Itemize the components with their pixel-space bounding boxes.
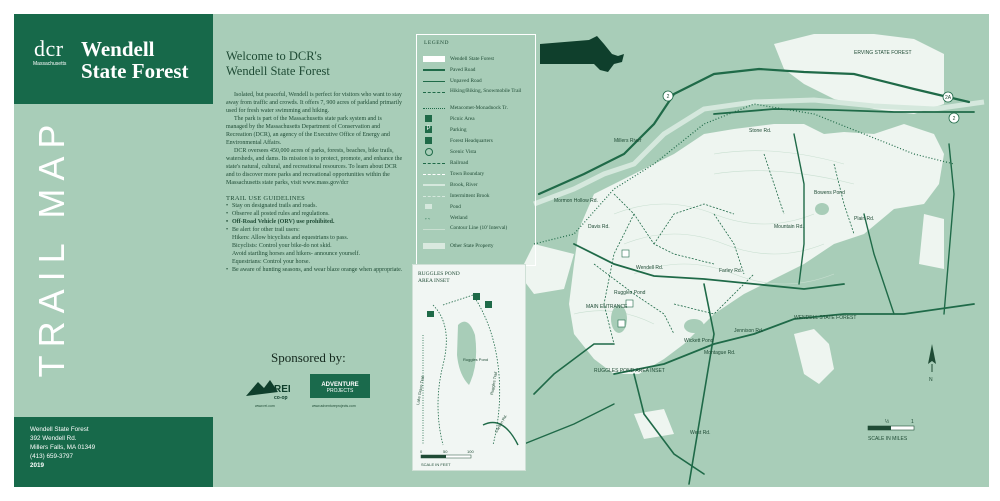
legend-label: Contour Line (10' Interval) — [450, 225, 508, 231]
ruggles-pond-inset — [412, 264, 526, 471]
address-block — [14, 417, 213, 487]
wendell-road-label: Wendell Rd. — [636, 265, 664, 271]
sponsored-by-title: Sponsored by: — [271, 350, 346, 365]
legend-town-boundary-swatch — [423, 174, 445, 175]
inset-scale-label: SCALE IN FEET — [421, 462, 451, 467]
inset-scale-100: 100 — [467, 449, 474, 454]
legend-label: Picnic Area — [450, 116, 475, 122]
trail-map-sheet — [14, 14, 989, 487]
inset-lake-grace-label: Lake Grace Trail — [415, 375, 426, 406]
forest-title — [81, 38, 211, 82]
welcome-column — [226, 49, 404, 274]
left-banner — [14, 14, 213, 487]
inset-title-line1: RUGGLES POND — [418, 271, 460, 277]
guideline-2: • Observe all posted rules and regulations. — [226, 210, 404, 218]
dcr-logo-sub: Massachusetts — [33, 61, 67, 67]
ruggles-inset-label: RUGGLES POND AREA INSET — [594, 368, 665, 374]
state-forest-area-5 — [919, 214, 944, 269]
legend-row — [423, 214, 533, 222]
legend-label: Forest Headquarters — [450, 138, 493, 144]
legend-label: Other State Property — [450, 243, 494, 249]
legend — [416, 34, 536, 266]
address-phone: (413) 659-3797 — [30, 453, 74, 460]
guidelines-title: TRAIL USE GUIDELINES — [226, 195, 306, 202]
legend-label: Scenic Vista — [450, 149, 477, 155]
address-line2: 392 Wendell Rd. — [30, 435, 77, 442]
guideline-4c: Avoid startling horses and hikers- announce yourself. — [232, 251, 361, 257]
scale-half-label: ½ — [885, 419, 890, 425]
scale-miles-label: SCALE IN MILES — [868, 436, 908, 442]
legend-label: Parking — [450, 127, 467, 133]
guideline-4d: Equestrians: Control your horse. — [232, 259, 310, 265]
inset-map — [413, 265, 525, 470]
legend-label: Intermittent Brook — [450, 193, 490, 199]
mormon-hollow-road-label: Mormon Hollow Rd. — [554, 198, 598, 204]
millers-river-label: Millers River — [614, 138, 642, 144]
address-year: 2019 — [30, 462, 45, 469]
adventure-sub: PROJECTS — [326, 388, 354, 394]
legend-label: Wetland — [450, 215, 468, 221]
legend-row — [423, 159, 533, 167]
welcome-para-1: Isolated, but peaceful, Wendell is perfect for visitors who want to stay away from traffic and crowds. It offers 7, 900 acres of parkland primarily used for fresh water swimming and hiking. — [226, 92, 403, 114]
legend-pond-swatch — [425, 204, 432, 209]
inset-carlton-label: Carlton Rd. — [493, 413, 508, 434]
scale-bar-miles — [868, 418, 914, 442]
mon-state-forest-label: WENDELL STATE FOREST — [794, 315, 857, 321]
legend-label: Paved Road — [450, 67, 476, 73]
west-road-label: West Rd. — [690, 430, 711, 436]
legend-row — [423, 242, 533, 250]
adventure-projects-logo — [310, 374, 370, 398]
state-forest-area-6 — [634, 409, 674, 439]
wickett-pond-label: Wickett Pond — [684, 338, 714, 344]
main-entrance-label: MAIN ENTRANCE — [586, 304, 628, 310]
ruggles-pond-label: Ruggles Pond — [614, 290, 646, 296]
legend-row — [423, 55, 533, 63]
inset-pond — [457, 322, 476, 385]
plain-road-label: Plain Rd. — [854, 216, 875, 222]
route-label-1: 2 — [666, 94, 670, 100]
welcome-para-2: The park is part of the Massachusetts state park system and is managed by the Massachusetts Department of Conservation and Recreation (DCR), an agency of the Executive Office of Energy and Environmental Affairs. — [226, 116, 390, 146]
stone-road-label: Stone Rd. — [749, 128, 772, 134]
address-line3: Millers Falls, MA 01349 — [30, 444, 96, 451]
inset-ruggles-trail-label: Ruggles Trail — [489, 371, 499, 396]
parking-icon: P — [426, 126, 431, 132]
erving-state-forest-label: ERVING STATE FOREST — [854, 50, 912, 56]
legend-trail-swatch — [423, 92, 445, 93]
rei-logo — [244, 374, 302, 402]
legend-row — [423, 203, 533, 211]
north-arrow — [928, 344, 936, 383]
legend-label: Wendell State Forest — [450, 56, 494, 62]
scale-one-label: 1 — [911, 419, 914, 425]
state-forest-area — [569, 124, 944, 374]
trail-map-vertical-title — [22, 116, 82, 378]
farley-road-label: Farley Rd. — [719, 268, 743, 274]
inset-scale-0: 0 — [420, 449, 423, 454]
legend-other-state-swatch — [423, 243, 445, 249]
legend-label: Town Boundary — [450, 171, 485, 177]
legend-row — [423, 126, 533, 134]
picnic-icon — [425, 115, 432, 122]
legend-label: Brook, River — [450, 182, 478, 188]
legend-row — [423, 192, 533, 200]
brand-block — [14, 14, 213, 104]
welcome-title — [226, 49, 404, 79]
legend-row — [423, 181, 533, 189]
legend-title: LEGEND — [424, 40, 449, 46]
legend-label: Metacomet-Monadnock Tr. — [450, 105, 508, 111]
welcome-para-3: DCR oversees 450,000 acres of parks, forests, beaches, bike trails, watersheds, and dams. Its mission is to protect, promote, and enhance the state's natural, cultural, and recreational resources. To learn about DCR and to discover more parks and recreational opportunities within the Massachusetts state parks, visit www.mass.gov/dcr — [226, 148, 403, 186]
north-label: N — [929, 377, 933, 383]
legend-railroad-swatch — [423, 163, 445, 164]
state-forest-area-4 — [794, 329, 834, 384]
address-line1: Wendell State Forest — [30, 426, 89, 433]
wickett-pond — [684, 319, 704, 333]
guidelines-list — [226, 202, 404, 274]
legend-row — [423, 88, 533, 102]
rei-url: www.rei.com — [255, 404, 275, 408]
guideline-5: • Be aware of hunting seasons, and wear blaze orange when appropriate. — [226, 266, 404, 274]
legend-row — [423, 77, 533, 85]
legend-contour-swatch — [423, 229, 445, 230]
legend-row — [423, 137, 533, 145]
dcr-logo: dcr — [34, 36, 64, 61]
legend-label: Hiking/Biking, Snowmobile Trail — [450, 88, 522, 94]
legend-row — [423, 115, 533, 123]
route-label-2: 2A — [944, 95, 952, 101]
mountain-road-label: Mountain Rd. — [774, 224, 804, 230]
wetland-icon: ᵥ ᵥ — [425, 215, 431, 221]
davis-road-label: Davis Rd. — [588, 224, 610, 230]
legend-label: Pond — [450, 204, 461, 210]
scenic-vista-icon — [425, 148, 433, 156]
inset-title-line2: AREA INSET — [418, 278, 450, 284]
legend-brook-swatch — [423, 184, 445, 186]
welcome-title-line1: Welcome to DCR's — [226, 49, 322, 63]
route-label-3: 2 — [952, 116, 956, 122]
legend-row — [423, 170, 533, 178]
legend-paved-road-swatch — [423, 69, 445, 71]
svg-text:co-op: co-op — [274, 395, 288, 401]
inset-scale-50: 50 — [443, 449, 448, 454]
legend-row — [423, 104, 533, 112]
massachusetts-shape — [540, 36, 624, 72]
inset-pond-label: Ruggles Pond — [463, 357, 489, 362]
jennison-road-label: Jennison Rd. — [734, 328, 764, 334]
legend-row — [423, 148, 533, 156]
adventure-url: www.adventureprojects.com — [312, 404, 356, 408]
legend-unpaved-road-swatch — [423, 81, 445, 82]
legend-label: Railroad — [450, 160, 469, 166]
guideline-1: • Stay on designated trails and roads. — [226, 202, 404, 210]
legend-metacomet-swatch — [423, 108, 445, 109]
adventure-name: ADVENTURE — [321, 382, 359, 388]
legend-row — [423, 66, 533, 74]
guideline-4b: Bicyclists: Control your bike-do not skid. — [232, 243, 332, 249]
guideline-4: • Be alert for other trail users: — [226, 226, 404, 234]
trail-map-text: TRAIL MAP — [31, 116, 72, 378]
guideline-3: • Off-Road Vehicle (ORV) use prohibited. — [226, 218, 404, 226]
welcome-title-line2: Wendell State Forest — [226, 64, 330, 78]
guideline-4a: Hikers: Allow bicyclists and equestrians to pass. — [232, 235, 349, 241]
headquarters-icon — [425, 137, 432, 144]
legend-intermittent-swatch — [423, 196, 445, 197]
legend-state-forest-swatch — [423, 56, 445, 62]
legend-label: Unpaved Road — [450, 78, 482, 84]
bowens-pond — [815, 203, 829, 215]
legend-row — [423, 225, 533, 239]
montague-road-label: Montague Rd. — [704, 350, 736, 356]
forest-title-line2: State Forest — [81, 59, 189, 83]
forest-title-line1: Wendell — [81, 37, 155, 61]
bowens-pond-label: Bowens Pond — [814, 190, 845, 196]
svg-text:REI: REI — [274, 384, 291, 395]
